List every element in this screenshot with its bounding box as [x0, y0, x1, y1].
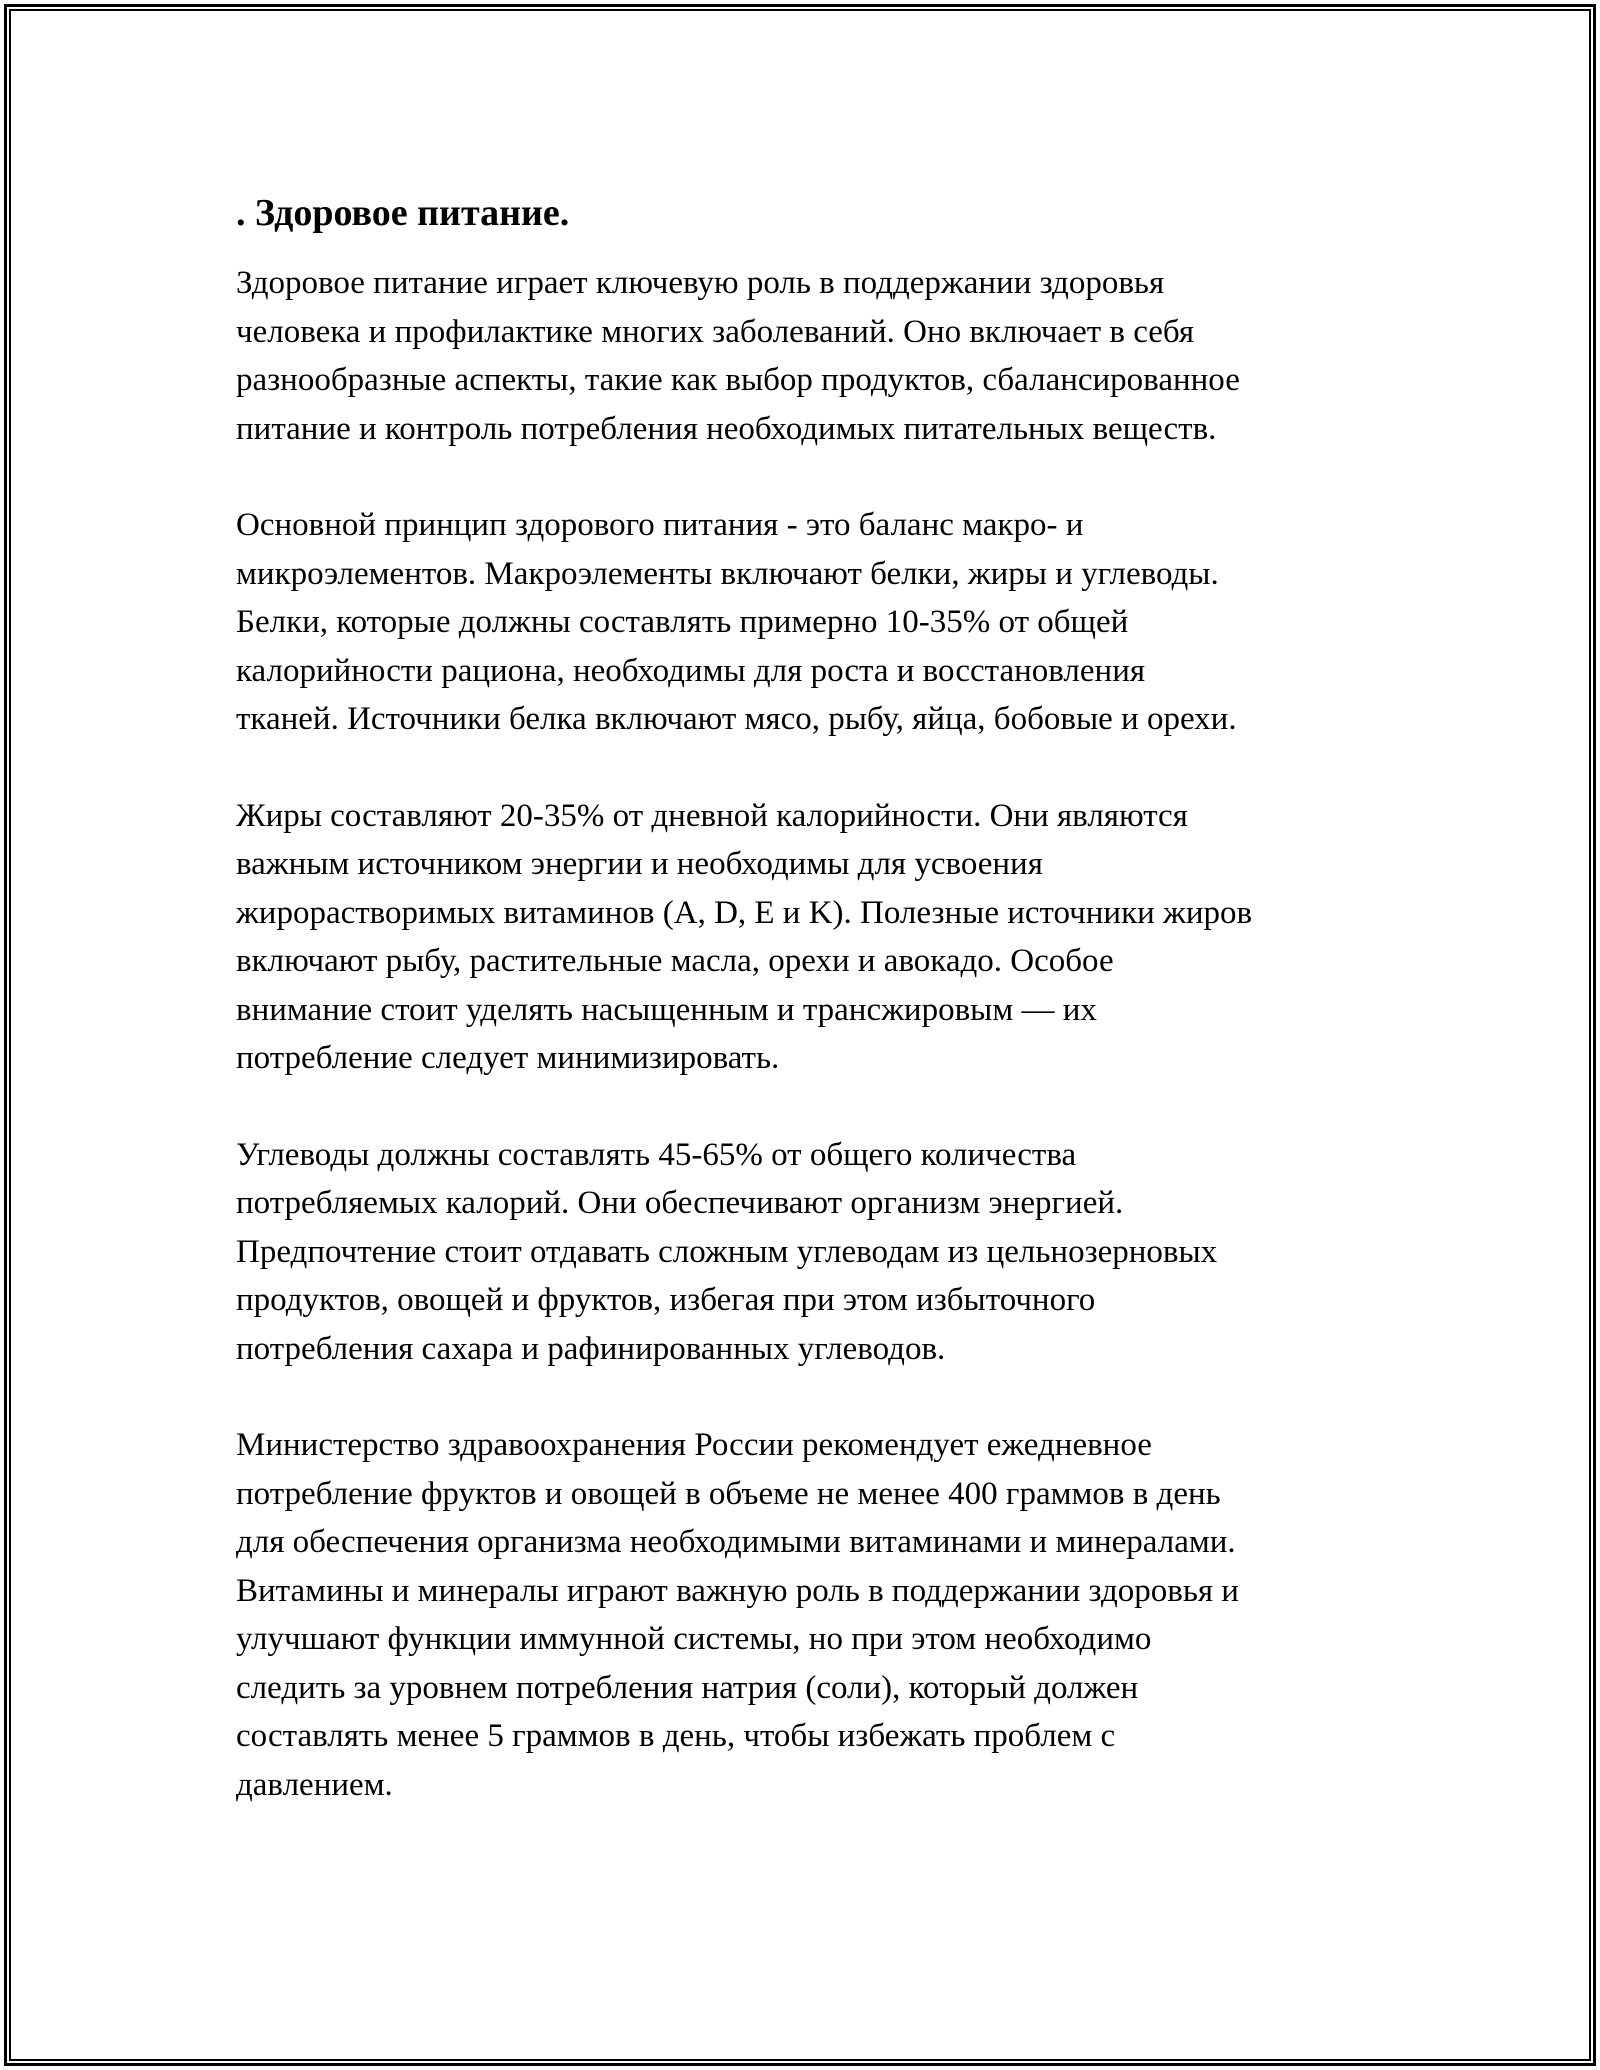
paragraph-intro: Здоровое питание играет ключевую роль в поддержании здоровья человека и профилактике многих заболеваний. Оно включает в себя разнообразные аспекты, такие как выбор продуктов, сбалансированное питание и контроль потребления необходимых питательных веществ.: [236, 265, 1240, 447]
paragraph-ministry-recommendations: Министерство здравоохранения России рекомендует ежедневное потребление фруктов и овощей в объеме не менее 400 граммов в день для обеспечения организма необходимыми витаминами и минералами. Витамины и минералы играют важную роль в поддержании здоровья и улучшают функции иммунной системы, но при этом необходимо следить за уровнем потребления натрия (соли), который должен составлять менее 5 граммов в день, чтобы избежать проблем с давлением.: [236, 1427, 1239, 1803]
document-title: . Здоровое питание.: [236, 192, 570, 234]
paragraph-fats: Жиры составляют 20-35% от дневной калорийности. Они являются важным источником энергии и необходимы для усвоения жирорастворимых витаминов (A, D, E и K). Полезные источники жиров включают рыбу, растительные масла, орехи и авокадо. Особое внимание стоит уделять насыщенным и трансжировым — их потребление следует минимизировать.: [236, 797, 1253, 1076]
paragraph-carbohydrates: Углеводы должны составлять 45-65% от общего количества потребляемых калорий. Они обеспечивают организм энергией. Предпочтение стоит отдавать сложным углеводам из цельнозерновых продуктов, овощей и фруктов, избегая при этом избыточного потребления сахара и рафинированных углеводов.: [236, 1136, 1218, 1367]
document-body: [236, 185, 1396, 1857]
paragraph-proteins: Основной принцип здорового питания - это баланс макро- и микроэлементов. Макроэлементы включают белки, жиры и углеводы. Белки, которые должны составлять примерно 10-35% от общей калорийности рациона, необходимы для роста и восстановления тканей. Источники белка включают мясо, рыбу, яйца, бобовые и орехи.: [236, 507, 1237, 737]
